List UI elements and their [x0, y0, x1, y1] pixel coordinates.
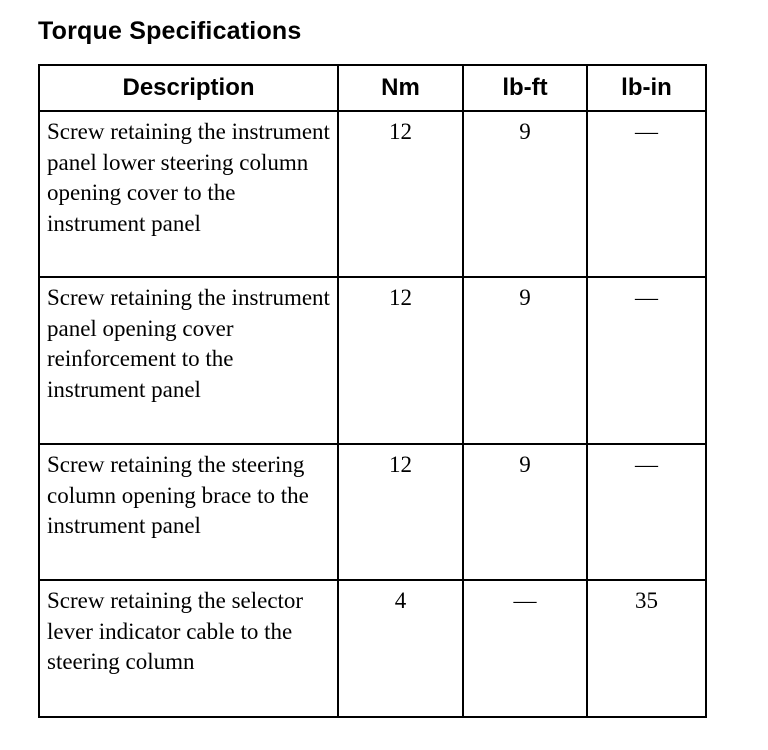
lb-ft-cell: 9 [463, 277, 587, 444]
column-header-description: Description [39, 65, 338, 111]
description-cell: Screw retaining the selector lever indicator cable to the steering column [39, 580, 338, 717]
lb-in-cell: — [587, 111, 706, 277]
nm-cell: 12 [338, 111, 463, 277]
description-cell: Screw retaining the instrument panel opening cover reinforcement to the instrument panel [39, 277, 338, 444]
page-title: Torque Specifications [38, 17, 302, 45]
column-header-nm: Nm [338, 65, 463, 111]
nm-cell: 4 [338, 580, 463, 717]
lb-in-cell: — [587, 444, 706, 580]
torque-spec-table [38, 64, 707, 718]
description-cell: Screw retaining the instrument panel lower steering column opening cover to the instrument panel [39, 111, 338, 277]
table-header-row [39, 65, 706, 111]
table-row [39, 277, 706, 444]
description-cell: Screw retaining the steering column opening brace to the instrument panel [39, 444, 338, 580]
lb-ft-cell: 9 [463, 111, 587, 277]
table-row [39, 444, 706, 580]
column-header-lb-in: lb-in [587, 65, 706, 111]
lb-ft-cell: — [463, 580, 587, 717]
lb-in-cell: — [587, 277, 706, 444]
lb-ft-cell: 9 [463, 444, 587, 580]
nm-cell: 12 [338, 444, 463, 580]
nm-cell: 12 [338, 277, 463, 444]
column-header-lb-ft: lb-ft [463, 65, 587, 111]
lb-in-cell: 35 [587, 580, 706, 717]
table-row [39, 580, 706, 717]
table-row [39, 111, 706, 277]
